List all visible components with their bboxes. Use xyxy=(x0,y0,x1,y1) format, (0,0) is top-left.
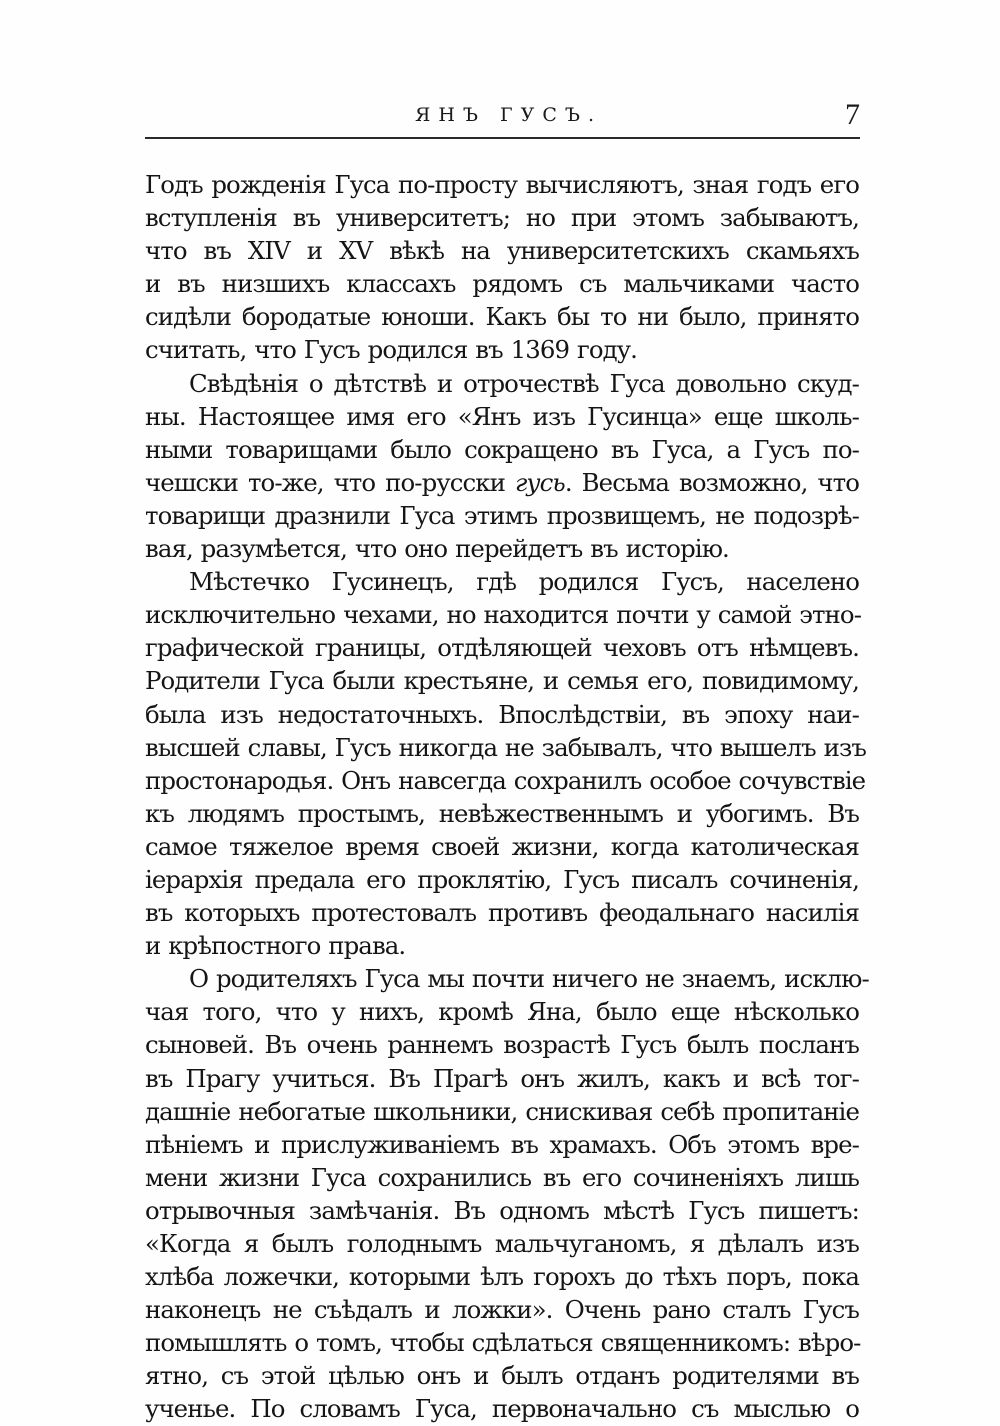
body-text xyxy=(145,168,869,1426)
text-line: исключительно чехами, но находится почти у самой этно- xyxy=(145,600,862,630)
text-line: ятно, съ этой цѣлью онъ и былъ отданъ родителями въ xyxy=(145,1361,859,1391)
running-title: ЯНЪ ГУСЪ. xyxy=(415,104,603,126)
text-line: простонародья. Онъ навсегда сохранилъ особое сочувствіе xyxy=(145,765,866,795)
page-number: 7 xyxy=(845,98,860,131)
header-rule xyxy=(145,137,860,139)
text-line: пѣніемъ и прислуживаніемъ въ храмахъ. Объ этомъ вре- xyxy=(145,1129,859,1159)
text-line: сидѣли бородатые юноши. Какъ бы то ни было, принято xyxy=(145,302,859,332)
text-line: отрывочныя замѣчанія. Въ одномъ мѣстѣ Гусъ пишетъ: xyxy=(145,1195,859,1225)
text-line: вая, разумѣется, что оно перейдетъ въ исторію. xyxy=(145,534,729,564)
text-line: помышлять о томъ, чтобы сдѣлаться священникомъ: вѣро- xyxy=(145,1328,861,1358)
text-line: «Когда я былъ голоднымъ мальчуганомъ, я дѣлалъ изъ xyxy=(145,1229,859,1258)
text-line: къ людямъ простымъ, невѣжественнымъ и убогимъ. Въ xyxy=(145,798,859,828)
text-line: что въ XIV и XV вѣкѣ на университетскихъ скамьяхъ xyxy=(145,236,859,266)
text-line: считать, что Гусъ родился въ 1369 году. xyxy=(145,335,638,365)
text-line: ученье. По словамъ Гуса, первоначально съ мыслью о xyxy=(145,1394,859,1424)
text-line: ны. Настоящее имя его «Янъ изъ Гусинца» еще школь- xyxy=(145,401,859,431)
text-line: дашніе небогатые школьники, снискивая себѣ пропитаніе xyxy=(145,1096,859,1126)
text-line: Родители Гуса были крестьяне, и семья его, повидимому, xyxy=(145,666,859,696)
text-line-with-italic: чешски то-же, что по-русски гусь. Весьма возможно, что xyxy=(145,467,859,497)
running-head xyxy=(145,100,860,134)
text-line: Мѣстечко Гусинецъ, гдѣ родился Гусъ, населено xyxy=(189,567,859,597)
text-line: была изъ недостаточныхъ. Впослѣдствіи, въ эпоху наи- xyxy=(145,699,859,729)
text-line: въ Прагу учиться. Въ Прагѣ онъ жилъ, какъ и всѣ тог- xyxy=(145,1063,859,1093)
text-line: хлѣба ложечки, которыми ѣлъ горохъ до тѣхъ поръ, пока xyxy=(145,1262,859,1292)
text-line: сыновей. Въ очень раннемъ возрастѣ Гусъ былъ посланъ xyxy=(145,1030,859,1060)
text-line: наконецъ не съѣдалъ и ложки». Очень рано сталъ Гусъ xyxy=(145,1295,859,1325)
text-line: товарищи дразнили Гуса этимъ прозвищемъ, не подозрѣ- xyxy=(145,500,859,530)
text-line: Свѣдѣнія о дѣтствѣ и отрочествѣ Гуса довольно скуд- xyxy=(189,368,859,398)
text-line: вступленія въ университетъ; но при этомъ забываютъ, xyxy=(145,203,859,233)
italic-word: гусь xyxy=(514,467,565,497)
text-line: графической границы, отдѣляющей чеховъ отъ нѣмцевъ. xyxy=(145,633,859,663)
text-line: ными товарищами было сокращено въ Гуса, а Гусъ по- xyxy=(145,434,859,464)
text-line: и крѣпостного права. xyxy=(145,931,406,961)
text-line: и въ низшихъ классахъ рядомъ съ мальчиками часто xyxy=(145,269,859,299)
text-line: іерархія предала его проклятію, Гусъ писалъ сочиненія, xyxy=(145,864,859,894)
text-line: въ которыхъ протестовалъ противъ феодальнаго насилія xyxy=(145,898,859,928)
text-line: мени жизни Гуса сохранились въ его сочиненіяхъ лишь xyxy=(145,1162,859,1192)
text-line: самое тяжелое время своей жизни, когда католическая xyxy=(145,831,859,861)
text-line: О родителяхъ Гуса мы почти ничего не знаемъ, исклю- xyxy=(189,964,869,994)
text-line: чая того, что у нихъ, кромѣ Яна, было еще нѣсколько xyxy=(145,997,859,1027)
text-line: высшей славы, Гусъ никогда не забывалъ, что вышелъ изъ xyxy=(145,732,866,762)
text-line: Годъ рожденія Гуса по-просту вычисляютъ, зная годъ его xyxy=(145,170,859,199)
